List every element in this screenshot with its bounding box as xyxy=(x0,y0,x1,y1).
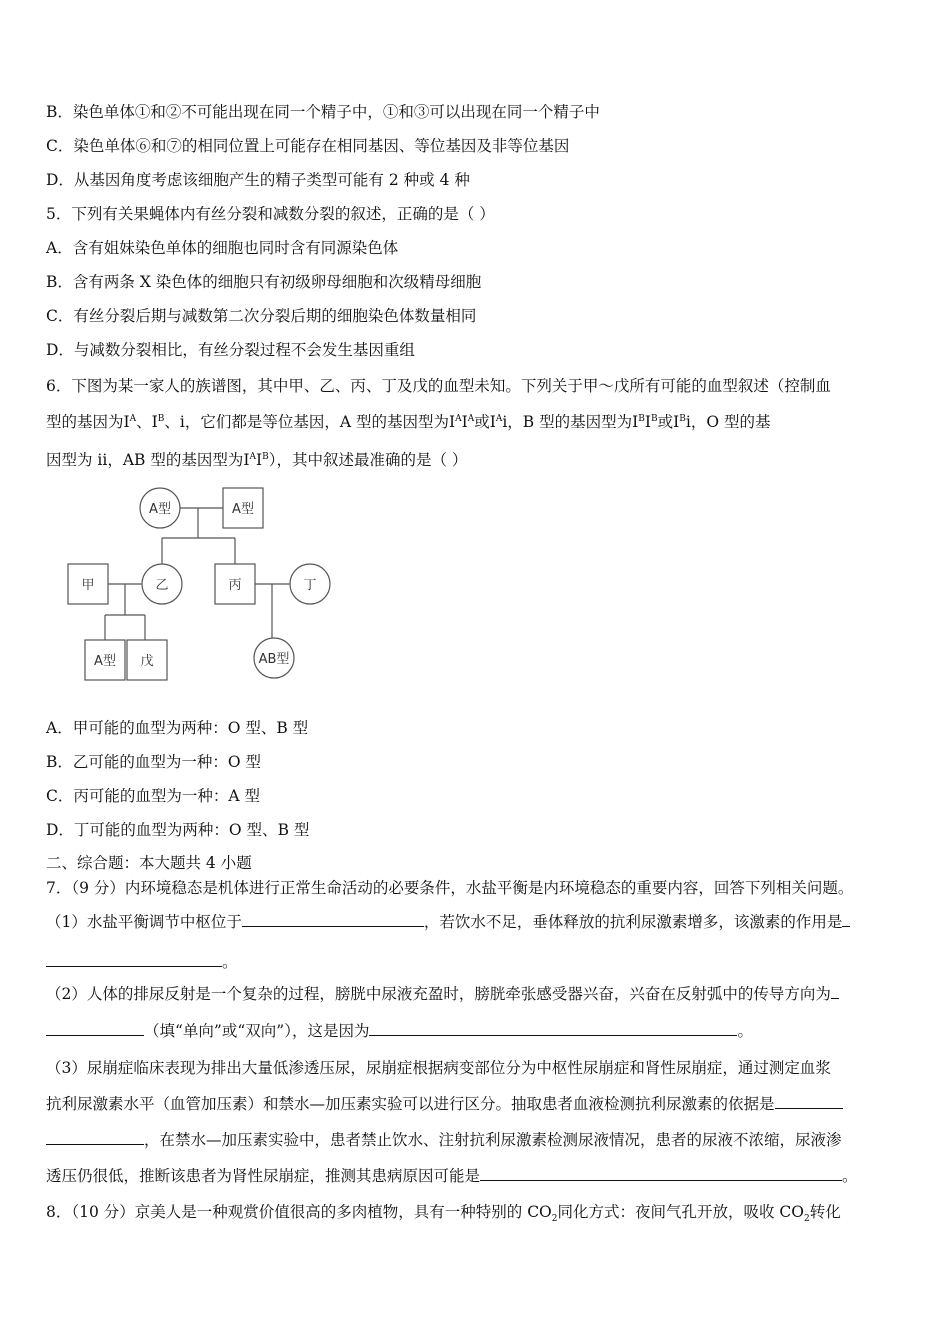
q6-stem-line3 xyxy=(46,450,467,470)
allele-superscript: A xyxy=(455,413,462,424)
subscript: 2 xyxy=(804,1214,810,1225)
allele-superscript: B xyxy=(679,413,686,424)
q7-part3-line2 xyxy=(46,1094,843,1114)
q7-part2-line2 xyxy=(46,1021,753,1041)
jia-label: 甲 xyxy=(81,578,95,593)
q7-part2-line1 xyxy=(46,984,839,1004)
q8-text: 8．（10 分）京美人是一种观赏价值很高的多肉植物，具有一种特别的 CO xyxy=(46,1203,552,1221)
answer-blank[interactable] xyxy=(242,912,424,927)
child-ab-label: AB型 xyxy=(258,652,290,667)
q6-text: 、Ⅰ xyxy=(136,413,158,431)
q4-option-d: D．从基因角度考虑该细胞产生的精子类型可能有 2 种或 4 种 xyxy=(46,171,470,189)
q7-text: ，在禁水—加压素实验中，患者禁止饮水、注射抗利尿激素检测尿液情况，患者的尿液不浓缩，尿液渗 xyxy=(144,1131,842,1149)
subscript: 2 xyxy=(551,1214,558,1225)
child-a-label: A型 xyxy=(94,654,116,669)
q6-option-d: D．丁可能的血型为两种：O 型、B 型 xyxy=(46,821,310,839)
q4-option-b: B．染色单体①和②不可能出现在同一个精子中，①和③可以出现在同一个精子中 xyxy=(46,103,600,121)
pedigree-diagram xyxy=(60,480,350,690)
allele-superscript: A xyxy=(249,451,256,462)
allele-superscript: A xyxy=(129,413,137,424)
yi-label: 乙 xyxy=(155,578,169,593)
answer-blank[interactable] xyxy=(842,912,850,927)
q6-option-a: A．甲可能的血型为两种：O 型、B 型 xyxy=(46,719,309,737)
q6-text: i，B 型的基因型为Ⅰ xyxy=(502,413,639,431)
section-heading: 二、综合题：本大题共 4 小题 xyxy=(46,854,252,872)
q4-option-c: C．染色单体⑥和⑦的相同位置上可能存在相同基因、等位基因及非等位基因 xyxy=(46,137,570,155)
q7-text: ，若饮水不足，垂体释放的抗利尿激素增多，该激素的作用是 xyxy=(423,913,843,931)
q7-part3-line4 xyxy=(46,1166,858,1186)
answer-blank[interactable] xyxy=(46,952,222,967)
q5-stem: 5．下列有关果蝇体内有丝分裂和减数分裂的叙述，正确的是（ ） xyxy=(46,205,495,223)
answer-blank[interactable] xyxy=(775,1094,843,1109)
ding-label: 丁 xyxy=(303,578,317,593)
allele-superscript: B xyxy=(262,451,269,462)
q6-text: Ⅰ xyxy=(461,413,468,431)
q7-text: （1）水盐平衡调节中枢位于 xyxy=(46,913,242,931)
q7-text: （填“单向”或“双向”），这是因为 xyxy=(144,1022,370,1040)
q7-part3-line3 xyxy=(46,1130,842,1150)
q5-option-b: B．含有两条 X 染色体的细胞只有初级卵母细胞和次级精母细胞 xyxy=(46,273,482,291)
answer-blank[interactable] xyxy=(831,984,839,999)
q6-text: 、i，它们都是等位基因，A 型的基因型为Ⅰ xyxy=(164,413,456,431)
q7-text: 。 xyxy=(842,1167,858,1185)
allele-superscript: A xyxy=(467,413,475,424)
q8-text: 转化 xyxy=(809,1203,841,1221)
q6-text: ），其中叙述最准确的是（ ） xyxy=(268,451,468,469)
q7-part1-line1 xyxy=(46,912,850,932)
q6-option-c: C．丙可能的血型为一种：A 型 xyxy=(46,787,260,805)
q7-text: 。 xyxy=(737,1022,753,1040)
q6-text: 因型为 ii，AB 型的基因型为Ⅰ xyxy=(46,451,250,469)
q6-text: Ⅰ xyxy=(644,413,651,431)
q7-text: 透压仍很低，推断该患者为肾性尿崩症，推测其患病原因可能是 xyxy=(46,1167,481,1185)
q5-option-a: A．含有姐妹染色单体的细胞也同时含有同源染色体 xyxy=(46,239,399,257)
answer-blank[interactable] xyxy=(46,1130,144,1145)
q6-text: 或Ⅰ xyxy=(657,413,680,431)
q5-option-d: D．与减数分裂相比，有丝分裂过程不会发生基因重组 xyxy=(46,341,415,359)
q6-text: Ⅰ xyxy=(255,451,263,469)
q6-text: 或Ⅰ xyxy=(474,413,496,431)
grandfather-label: A型 xyxy=(232,502,254,517)
bing-label: 丙 xyxy=(228,578,242,593)
q6-stem-line1: 6．下图为某一家人的族谱图，其中甲、乙、丙、丁及戊的血型未知。下列关于甲～戊所有可能的血型叙述（控制血 xyxy=(46,377,831,395)
q7-text: （2）人体的排尿反射是一个复杂的过程，膀胱中尿液充盈时，膀胱牵张感受器兴奋，兴奋在反射弧中的传导方向为 xyxy=(46,985,831,1003)
q8-stem xyxy=(46,1202,841,1225)
allele-superscript: B xyxy=(650,413,658,424)
q6-option-b: B．乙可能的血型为一种：O 型 xyxy=(46,753,262,771)
answer-blank[interactable] xyxy=(46,1021,144,1036)
allele-superscript: B xyxy=(157,413,165,424)
q8-text: 同化方式：夜间气孔开放，吸收 CO xyxy=(557,1203,804,1221)
q7-text: 抗利尿激素水平（血管加压素）和禁水—加压素实验可以进行区分。抽取患者血液检测抗利尿激素的依据是 xyxy=(46,1095,775,1113)
allele-superscript: B xyxy=(638,413,645,424)
q6-text: 型的基因为Ⅰ xyxy=(46,413,130,431)
q7-part3-line1: （3）尿崩症临床表现为排出大量低渗透压尿，尿崩症根据病变部位分为中枢性尿崩症和肾性尿崩症，通过测定血浆 xyxy=(46,1059,831,1077)
grandmother-label: A型 xyxy=(149,502,171,517)
q7-stem: 7．（9 分）内环境稳态是机体进行正常生命活动的必要条件，水盐平衡是内环境稳态的重要内容，回答下列相关问题。 xyxy=(46,879,854,897)
q5-option-c: C．有丝分裂后期与减数第二次分裂后期的细胞染色体数量相同 xyxy=(46,307,477,325)
q7-part1-line2 xyxy=(46,952,238,972)
q6-stem-line2 xyxy=(46,412,770,432)
answer-blank[interactable] xyxy=(480,1166,842,1181)
answer-blank[interactable] xyxy=(369,1021,737,1036)
allele-superscript: A xyxy=(495,413,503,424)
q6-text: i，O 型的基 xyxy=(685,413,771,431)
q7-text: 。 xyxy=(222,953,238,971)
wu-label: 戊 xyxy=(140,654,154,669)
